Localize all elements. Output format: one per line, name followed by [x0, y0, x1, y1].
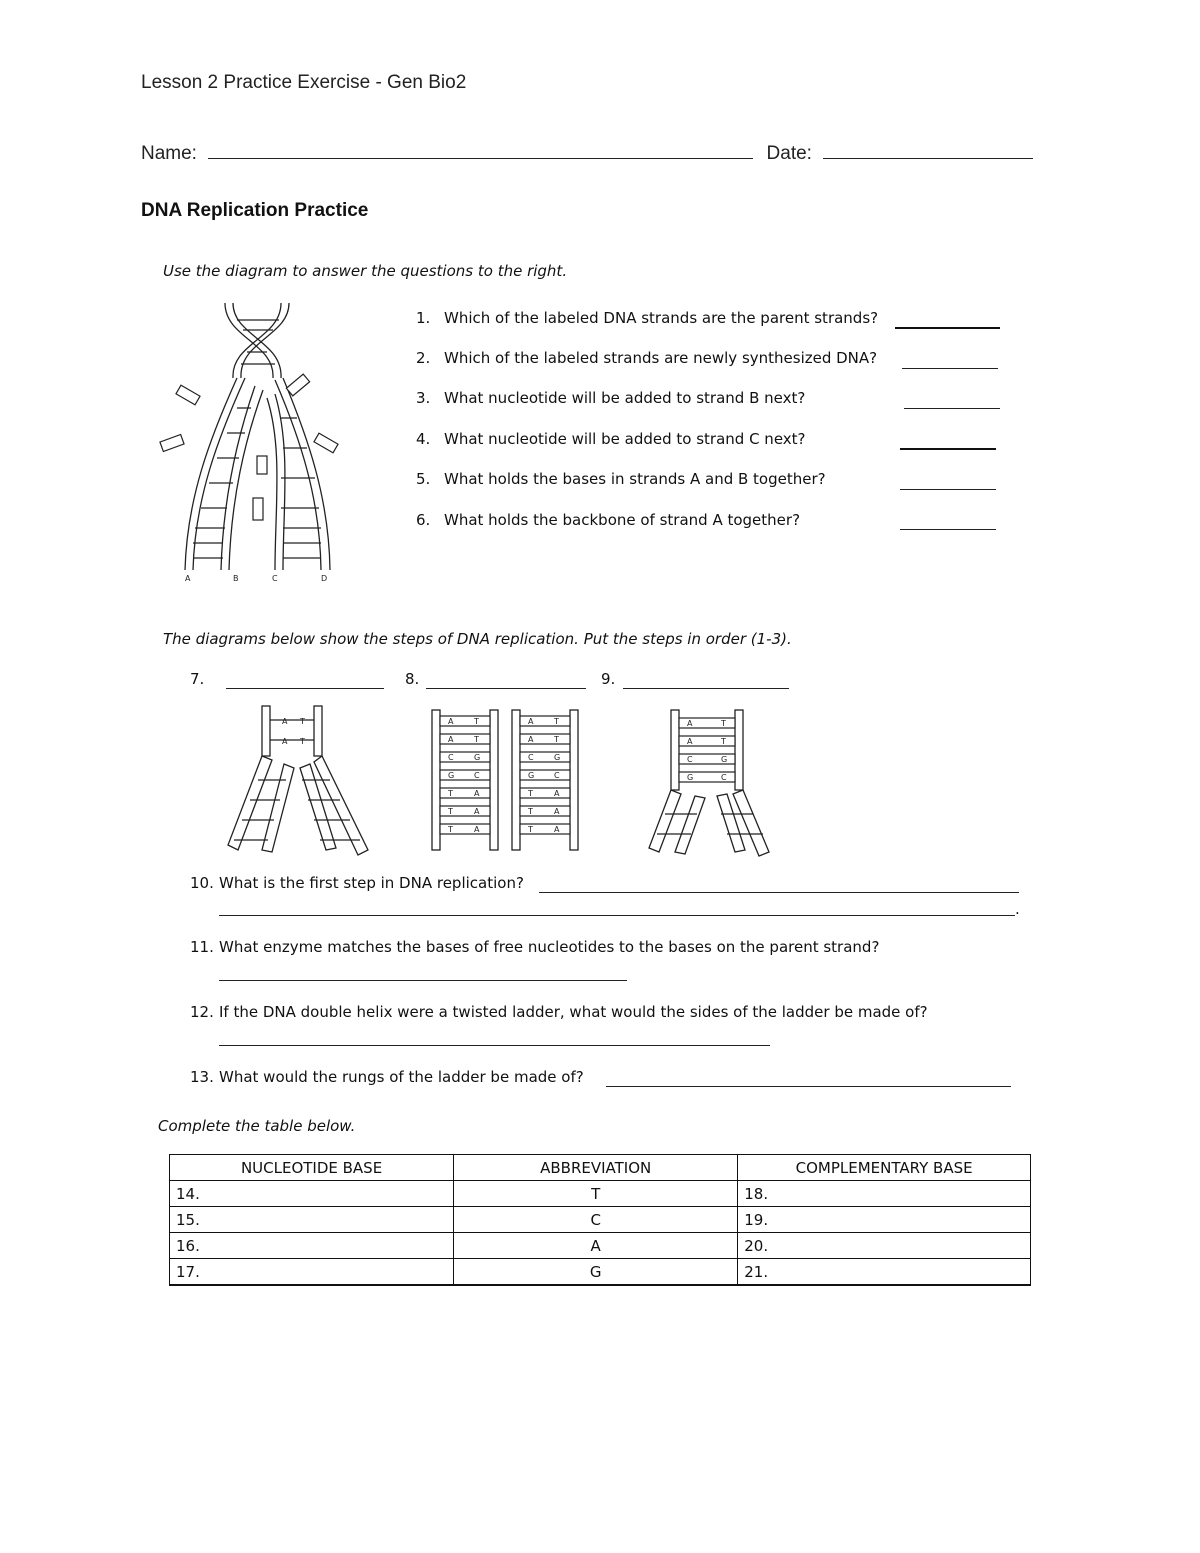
rung-base-left: T: [528, 789, 533, 798]
rung-base-right: T: [721, 719, 726, 728]
rung-base-right: T: [554, 717, 559, 726]
rung-base-left: T: [528, 825, 533, 834]
step-diagram-two-helices: [428, 706, 588, 856]
rung-base-right: A: [554, 789, 560, 798]
answer-11-field[interactable]: [219, 980, 627, 981]
unzipping-ladder-drawing: [228, 706, 368, 855]
answer-2-field[interactable]: [902, 368, 998, 369]
abbreviation-cell: G: [454, 1259, 738, 1286]
rung-base-left: G: [687, 773, 694, 782]
question-10: 10. What is the first step in DNA replication?: [190, 874, 524, 892]
answer-14-cell[interactable]: 14.: [170, 1181, 454, 1207]
steps-instruction: The diagrams below show the steps of DNA replication. Put the steps in order (1-3).: [163, 630, 792, 648]
question-4: 4. What nucleotide will be added to strand C next?: [416, 430, 806, 448]
answer-3-field[interactable]: [904, 408, 1000, 409]
rung-base-left: G: [528, 771, 535, 780]
step-8-label: 8.: [405, 670, 420, 688]
answer-10-field-line2[interactable]: [219, 915, 1015, 916]
name-label: Name:: [141, 143, 197, 164]
step-9-label: 9.: [601, 670, 616, 688]
answer-10-period: .: [1015, 900, 1020, 918]
replication-fork-drawing: [160, 303, 338, 570]
date-field[interactable]: [823, 158, 1033, 159]
unzip-base-1: A: [282, 717, 288, 726]
step-7-label: 7.: [190, 670, 205, 688]
rung-base-left: A: [448, 717, 454, 726]
rung-base-right: G: [554, 753, 561, 762]
answer-18-cell[interactable]: 18.: [738, 1181, 1031, 1207]
answer-15-cell[interactable]: 15.: [170, 1207, 454, 1233]
unzip-base-4: T: [300, 737, 305, 746]
question-11: 11. What enzyme matches the bases of free nucleotides to the bases on the parent strand?: [190, 938, 880, 956]
unzip-base-2: T: [300, 717, 305, 726]
table-row: [170, 1259, 1031, 1286]
replication-fork-diagram: [155, 298, 355, 588]
diagram-instruction: Use the diagram to answer the questions to the right.: [163, 262, 568, 280]
step-7-field[interactable]: [226, 688, 384, 689]
table-row: [170, 1207, 1031, 1233]
question-6: 6. What holds the backbone of strand A together?: [416, 511, 801, 529]
rung-base-right: A: [474, 789, 480, 798]
rung-base-left: T: [528, 807, 533, 816]
rung-base-left: C: [687, 755, 693, 764]
rung-base-right: G: [474, 753, 481, 762]
answer-4-field[interactable]: [900, 448, 996, 450]
rung-base-left: A: [687, 719, 693, 728]
answer-17-cell[interactable]: 17.: [170, 1259, 454, 1286]
question-1: 1. Which of the labeled DNA strands are the parent strands?: [416, 309, 879, 327]
partial-ladder-drawing: [649, 710, 769, 856]
step-diagram-partial: [645, 706, 775, 858]
answer-13-field[interactable]: [606, 1086, 1011, 1087]
col-abbreviation: ABBREVIATION: [454, 1155, 738, 1181]
rung-base-left: A: [448, 735, 454, 744]
answer-12-field[interactable]: [219, 1045, 770, 1046]
rung-base-left: G: [448, 771, 455, 780]
rung-base-right: A: [554, 825, 560, 834]
rung-base-left: T: [448, 807, 453, 816]
rung-base-right: C: [554, 771, 560, 780]
answer-19-cell[interactable]: 19.: [738, 1207, 1031, 1233]
section-title: DNA Replication Practice: [141, 200, 369, 221]
name-field[interactable]: [208, 158, 753, 159]
name-date-line: [141, 143, 1033, 165]
rung-base-right: G: [721, 755, 728, 764]
date-label: Date:: [766, 143, 812, 164]
rung-base-right: A: [474, 825, 480, 834]
nucleotide-table: [169, 1154, 1031, 1286]
table-row: [170, 1181, 1031, 1207]
question-5: 5. What holds the bases in strands A and B together?: [416, 470, 826, 488]
document-header: Lesson 2 Practice Exercise - Gen Bio2: [141, 72, 467, 93]
answer-6-field[interactable]: [900, 529, 996, 530]
strand-label-c: C: [272, 574, 278, 583]
table-instruction: Complete the table below.: [158, 1117, 356, 1135]
rung-base-left: C: [448, 753, 454, 762]
col-nucleotide-base: NUCLEOTIDE BASE: [170, 1155, 454, 1181]
abbreviation-cell: A: [454, 1233, 738, 1259]
question-3: 3. What nucleotide will be added to strand B next?: [416, 389, 806, 407]
answer-1-field[interactable]: [895, 327, 1000, 329]
rung-base-right: T: [474, 717, 479, 726]
step-diagram-unzipping: [222, 700, 382, 860]
answer-21-cell[interactable]: 21.: [738, 1259, 1031, 1286]
rung-base-right: T: [554, 735, 559, 744]
rung-base-left: C: [528, 753, 534, 762]
question-12: 12. If the DNA double helix were a twisted ladder, what would the sides of the ladder be made of?: [190, 1003, 928, 1021]
rung-base-right: T: [474, 735, 479, 744]
rung-base-left: T: [448, 789, 453, 798]
abbreviation-cell: T: [454, 1181, 738, 1207]
table-row: [170, 1233, 1031, 1259]
table-header-row: [170, 1155, 1031, 1181]
unzip-base-3: A: [282, 737, 288, 746]
abbreviation-cell: C: [454, 1207, 738, 1233]
answer-16-cell[interactable]: 16.: [170, 1233, 454, 1259]
question-2: 2. Which of the labeled strands are newly synthesized DNA?: [416, 349, 878, 367]
answer-5-field[interactable]: [900, 489, 996, 490]
rung-base-right: A: [474, 807, 480, 816]
step-9-field[interactable]: [623, 688, 789, 689]
strand-label-a: A: [185, 574, 191, 583]
answer-20-cell[interactable]: 20.: [738, 1233, 1031, 1259]
rung-base-right: A: [554, 807, 560, 816]
step-8-field[interactable]: [426, 688, 586, 689]
strand-label-b: B: [233, 574, 239, 583]
strand-label-d: D: [321, 574, 328, 583]
question-13: 13. What would the rungs of the ladder be made of?: [190, 1068, 584, 1086]
rung-base-right: T: [721, 737, 726, 746]
rung-base-left: A: [687, 737, 693, 746]
rung-base-left: A: [528, 735, 534, 744]
rung-base-left: T: [448, 825, 453, 834]
answer-10-field[interactable]: [539, 892, 1019, 893]
rung-base-right: C: [474, 771, 480, 780]
col-complementary-base: COMPLEMENTARY BASE: [738, 1155, 1031, 1181]
rung-base-left: A: [528, 717, 534, 726]
rung-base-right: C: [721, 773, 727, 782]
